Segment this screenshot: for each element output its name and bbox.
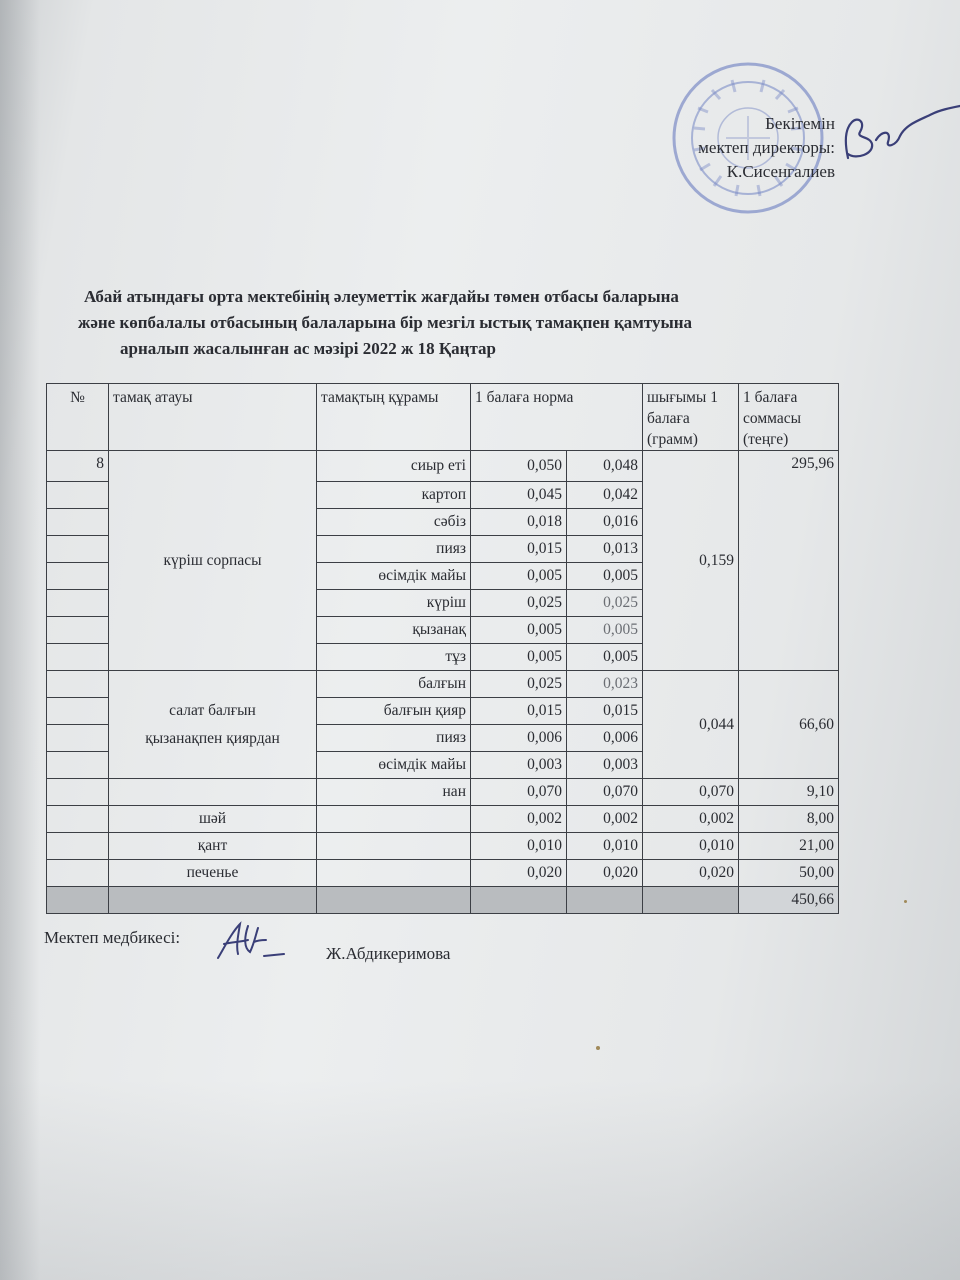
net-cell: 0,005 (567, 644, 643, 671)
row-number (47, 644, 109, 671)
row-number (47, 833, 109, 860)
approval-line-name: К.Сисенгалиев (726, 162, 835, 181)
row-number (47, 563, 109, 590)
dish-name: печенье (109, 860, 317, 887)
row-number (47, 725, 109, 752)
header-cost: 1 балаға соммасы (теңге) (739, 384, 839, 451)
net-cell: 0,070 (567, 779, 643, 806)
net-cell: 0,013 (567, 536, 643, 563)
cost-cell: 50,00 (739, 860, 839, 887)
dish-name: күріш сорпасы (109, 451, 317, 671)
page-shadow-bottom (0, 1080, 960, 1280)
document-title (78, 284, 838, 362)
gross-cell: 0,018 (471, 509, 567, 536)
row-number (47, 779, 109, 806)
ingredient-cell: өсімдік майы (317, 752, 471, 779)
cost-cell: 9,10 (739, 779, 839, 806)
dish-name: қант (109, 833, 317, 860)
header-dish: тамақ атауы (109, 384, 317, 451)
net-cell: 0,005 (567, 617, 643, 644)
row-number (47, 806, 109, 833)
net-cell: 0,010 (567, 833, 643, 860)
yield-cell: 0,020 (643, 860, 739, 887)
ingredient-cell: өсімдік майы (317, 563, 471, 590)
ingredient-cell: нан (317, 779, 471, 806)
gross-cell: 0,015 (471, 536, 567, 563)
ingredient-cell (317, 806, 471, 833)
header-yield: шығымы 1 балаға (грамм) (643, 384, 739, 451)
ingredient-cell: сәбіз (317, 509, 471, 536)
net-cell: 0,006 (567, 725, 643, 752)
row-number (47, 860, 109, 887)
row-number (47, 671, 109, 698)
cost-cell: 8,00 (739, 806, 839, 833)
row-number (47, 752, 109, 779)
ingredient-cell (317, 833, 471, 860)
dish-name (109, 779, 317, 806)
gross-cell: 0,002 (471, 806, 567, 833)
total-blank (567, 887, 643, 914)
ingredient-cell: тұз (317, 644, 471, 671)
gross-cell: 0,005 (471, 563, 567, 590)
net-cell: 0,023 (567, 671, 643, 698)
title-line-1: Абай атындағы орта мектебінің әлеуметтік жағдайы төмен отбасы баларына (84, 287, 679, 306)
ingredient-cell: пияз (317, 536, 471, 563)
net-cell: 0,002 (567, 806, 643, 833)
gross-cell: 0,050 (471, 451, 567, 482)
total-blank (47, 887, 109, 914)
dish-name-line-2: қызанақпен қиярдан (145, 729, 280, 747)
table-row (47, 860, 839, 887)
table-row (47, 779, 839, 806)
row-number (47, 590, 109, 617)
total-blank (317, 887, 471, 914)
net-cell: 0,025 (567, 590, 643, 617)
table-row (47, 806, 839, 833)
total-blank (471, 887, 567, 914)
gross-cell: 0,005 (471, 617, 567, 644)
net-cell: 0,016 (567, 509, 643, 536)
row-number (47, 509, 109, 536)
gross-cell: 0,010 (471, 833, 567, 860)
approval-block (698, 112, 835, 184)
cost-cell: 21,00 (739, 833, 839, 860)
total-blank (643, 887, 739, 914)
header-no: № (47, 384, 109, 451)
nurse-name: Ж.Абдикеримова (326, 944, 451, 963)
title-line-3: арналып жасалынған ас мәзірі 2022 ж 18 Қаңтар (120, 339, 496, 358)
gross-cell: 0,025 (471, 671, 567, 698)
header-row (47, 384, 839, 451)
table-row (47, 451, 839, 482)
gross-cell: 0,070 (471, 779, 567, 806)
ingredient-cell: балғын қияр (317, 698, 471, 725)
header-norm: 1 балаға норма (471, 384, 643, 451)
yield-cell: 0,044 (643, 671, 739, 779)
title-line-2: және көпбалалы отбасының балаларына бір мезгіл ыстық тамақпен қамтуына (78, 313, 693, 332)
paper-speck (596, 1046, 600, 1050)
ingredient-cell: картоп (317, 482, 471, 509)
approval-line-director: мектеп директоры: (698, 138, 835, 157)
yield-cell: 0,159 (643, 451, 739, 671)
yield-cell: 0,002 (643, 806, 739, 833)
gross-cell: 0,005 (471, 644, 567, 671)
gross-cell: 0,006 (471, 725, 567, 752)
director-signature (836, 100, 960, 170)
yield-cell: 0,010 (643, 833, 739, 860)
approval-line-approve: Бекітемін (765, 114, 835, 133)
gross-cell: 0,003 (471, 752, 567, 779)
dish-name: шәй (109, 806, 317, 833)
dish-name (109, 671, 317, 779)
nurse-signature (214, 918, 286, 964)
ingredient-cell (317, 860, 471, 887)
net-cell: 0,048 (567, 451, 643, 482)
net-cell: 0,005 (567, 563, 643, 590)
ingredient-cell: күріш (317, 590, 471, 617)
total-row (47, 887, 839, 914)
ingredient-cell: балғын (317, 671, 471, 698)
ingredient-cell: сиыр еті (317, 451, 471, 482)
ingredient-cell: пияз (317, 725, 471, 752)
total-cost: 450,66 (739, 887, 839, 914)
header-ingredient: тамақтың құрамы (317, 384, 471, 451)
net-cell: 0,042 (567, 482, 643, 509)
cost-cell: 66,60 (739, 671, 839, 779)
table-row (47, 671, 839, 698)
gross-cell: 0,020 (471, 860, 567, 887)
table-row (47, 833, 839, 860)
ingredient-cell: қызанақ (317, 617, 471, 644)
gross-cell: 0,045 (471, 482, 567, 509)
net-cell: 0,015 (567, 698, 643, 725)
paper-speck (904, 900, 907, 903)
yield-cell: 0,070 (643, 779, 739, 806)
gross-cell: 0,015 (471, 698, 567, 725)
gross-cell: 0,025 (471, 590, 567, 617)
net-cell: 0,020 (567, 860, 643, 887)
row-number (47, 536, 109, 563)
row-number (47, 617, 109, 644)
row-number: 8 (47, 451, 109, 482)
cost-cell: 295,96 (739, 451, 839, 671)
dish-name-line-1: салат балғын (169, 701, 256, 719)
total-blank (109, 887, 317, 914)
row-number (47, 482, 109, 509)
row-number (47, 698, 109, 725)
menu-table (46, 383, 839, 914)
net-cell: 0,003 (567, 752, 643, 779)
nurse-label: Мектеп медбикесі: (44, 928, 181, 947)
